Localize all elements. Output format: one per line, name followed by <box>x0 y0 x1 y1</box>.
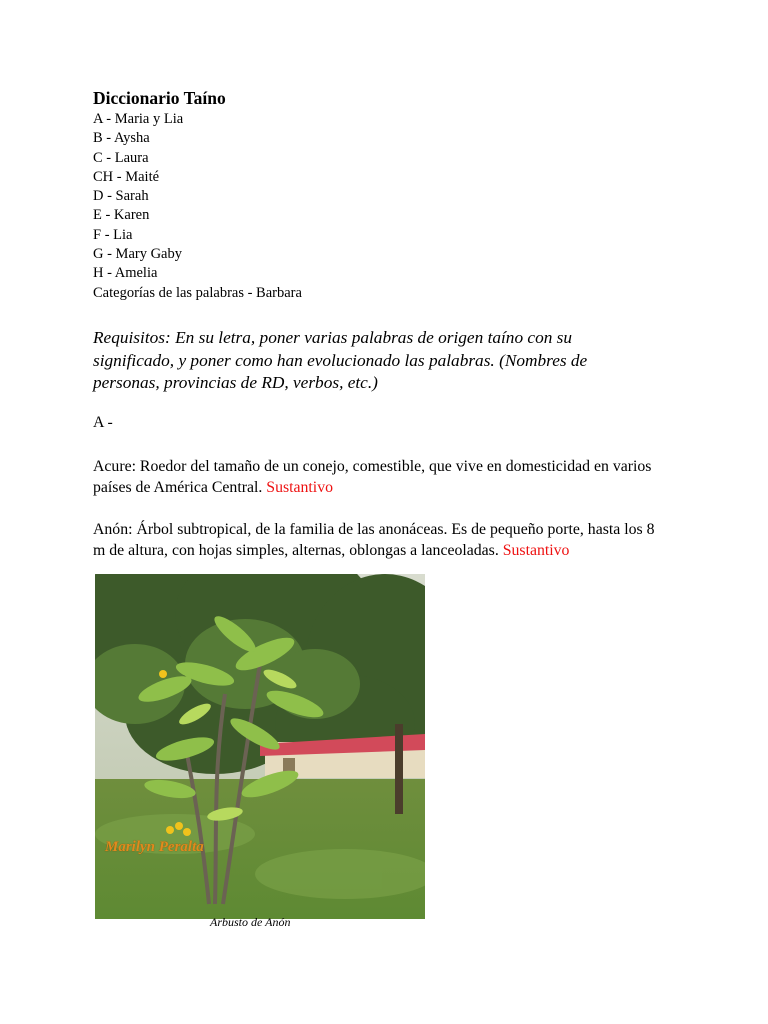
entry-category-label: Sustantivo <box>502 542 570 559</box>
assignment-item: B - Aysha <box>93 130 150 147</box>
assignment-item: G - Mary Gaby <box>93 246 182 263</box>
photo-illustration <box>95 574 425 919</box>
assignment-item: F - Lia <box>93 226 133 243</box>
assignment-item: E - Karen <box>93 207 150 224</box>
dictionary-entry-anon <box>93 519 663 561</box>
assignment-item: CH - Maité <box>93 168 160 185</box>
entry-category-label: Sustantivo <box>266 479 333 496</box>
assignment-item: D - Sarah <box>93 188 149 205</box>
anon-shrub-photo <box>95 574 425 919</box>
assignment-item: Categorías de las palabras - Barbara <box>93 284 302 301</box>
section-letter-heading: A - <box>93 414 113 431</box>
document-title: Diccionario Taíno <box>93 88 226 108</box>
assignment-item: C - Laura <box>93 149 149 166</box>
dictionary-entry-acure <box>93 456 663 498</box>
assignment-item: H - Amelia <box>93 265 158 282</box>
entry-definition: Anón: Árbol subtropical, de la familia de las anonáceas. Es de pequeño porte, hasta los 8 m de altura, con hojas simples, alternas, oblongas a lanceoladas. <box>93 521 655 559</box>
photo-watermark: Marilyn Peralta <box>105 839 204 855</box>
assignment-list <box>93 110 302 303</box>
entry-definition: Acure: Roedor del tamaño de un conejo, comestible, que vive en domesticidad en varios países de América Central. <box>93 458 652 496</box>
figure-caption: Arbusto de Anón <box>210 915 291 929</box>
requirements-paragraph: Requisitos: En su letra, poner varias palabras de origen taíno con su significado, y poner como han evolucionado las palabras. (Nombres de personas, provincias de RD, verbos, etc.) <box>93 328 588 392</box>
assignment-item: A - Maria y Lia <box>93 111 184 127</box>
